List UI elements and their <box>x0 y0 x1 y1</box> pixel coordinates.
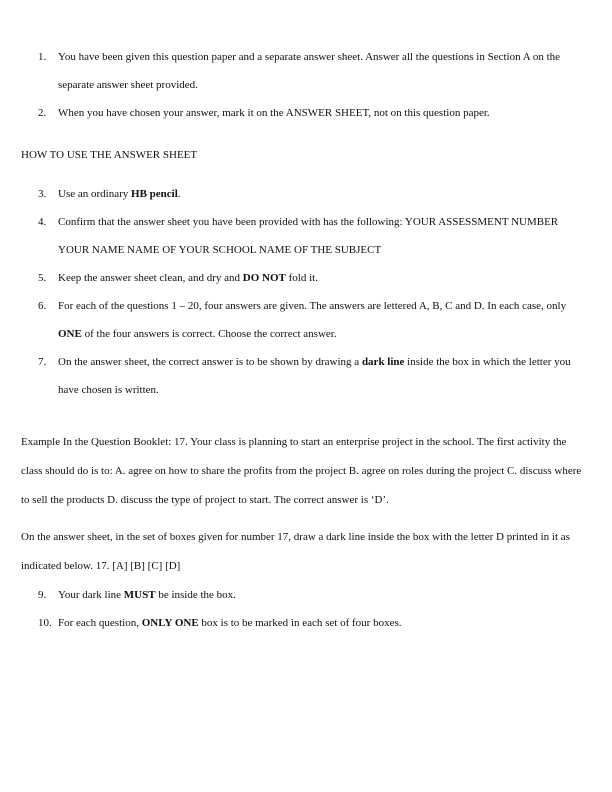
instruction-text-9-after: be inside the box. <box>155 589 236 601</box>
instruction-text-6-bold: ONE <box>58 328 82 340</box>
instruction-number-2: 2. <box>38 107 47 119</box>
instruction-number-7: 7. <box>38 356 47 368</box>
instruction-text-10-bold: ONLY ONE <box>141 617 199 629</box>
instruction-text-7-after: inside the box in which the letter you have chosen is written. <box>58 356 571 396</box>
instruction-text-5-bold: DO NOT <box>242 272 286 284</box>
instruction-number-4: 4. <box>38 216 47 228</box>
instruction-text-5-after: fold it. <box>285 272 318 284</box>
instruction-text-3-before: Use an ordinary <box>58 188 132 200</box>
instruction-text-10-before: For each question, <box>58 617 142 629</box>
instruction-item-7 <box>21 348 591 404</box>
instruction-item-5 <box>21 264 591 292</box>
instruction-text-7-before: On the answer sheet, the correct answer is to be shown by drawing a <box>58 356 362 368</box>
instruction-text-3-bold: HB pencil <box>131 188 178 200</box>
instruction-item-10 <box>21 609 591 637</box>
instruction-number-9: 9. <box>38 589 47 601</box>
general-instructions-list <box>21 43 591 127</box>
instruction-text-6-before: For each of the questions 1 – 20, four answers are given. The answers are lettered A, B, C and D. In each case, only <box>58 300 567 312</box>
section-heading: HOW TO USE THE ANSWER SHEET <box>21 149 198 161</box>
instruction-item-6 <box>21 292 591 348</box>
example-paragraph: Example In the Question Booklet: 17. Your class is planning to start an enterprise project in the school. The first activity the class should do is to: A. agree on how to share the profits from the project B. agree on roles during the project C. discuss where to sell the products D. discuss the type of project to start. The correct answer is ‘D’. <box>21 436 582 506</box>
instruction-text-3-after: . <box>177 188 181 200</box>
instruction-text-5-before: Keep the answer sheet clean, and dry and <box>58 272 243 284</box>
instruction-text-7-bold: dark line <box>361 356 405 368</box>
instruction-item-2 <box>21 99 591 127</box>
instruction-text-10-after: box is to be marked in each set of four boxes. <box>198 617 402 629</box>
instruction-text-6-after: of the four answers is correct. Choose the correct answer. <box>81 328 337 340</box>
instruction-text-1: You have been given this question paper and a separate answer sheet. Answer all the questions in Section A on the separate answer sheet provided. <box>58 51 561 91</box>
instruction-text-9-before: Your dark line <box>58 589 124 601</box>
instruction-text-2: When you have chosen your answer, mark it on the ANSWER SHEET, not on this question paper. <box>58 107 490 119</box>
answer-sheet-example-paragraph: On the answer sheet, in the set of boxes given for number 17, draw a dark line inside the box with the letter D printed in it as indicated below. 17. [A] [B] [C] [D] <box>21 531 570 572</box>
instruction-item-4 <box>21 208 591 264</box>
instruction-number-10: 10. <box>38 617 52 629</box>
instruction-number-6: 6. <box>38 300 47 312</box>
instruction-number-1: 1. <box>38 51 47 63</box>
instruction-text-4: Confirm that the answer sheet you have been provided with has the following: YOUR ASSESSMENT NUMBER YOUR NAME NAME OF YOUR SCHOOL NAME OF THE SUBJECT <box>58 216 559 256</box>
final-instructions-list <box>21 581 591 637</box>
instruction-number-5: 5. <box>38 272 47 284</box>
answer-sheet-instructions-list <box>21 180 591 404</box>
instruction-number-3: 3. <box>38 188 47 200</box>
instruction-item-3 <box>21 180 591 208</box>
instruction-item-1 <box>21 43 591 99</box>
instruction-text-9-bold: MUST <box>123 589 156 601</box>
instruction-item-9 <box>21 581 591 609</box>
